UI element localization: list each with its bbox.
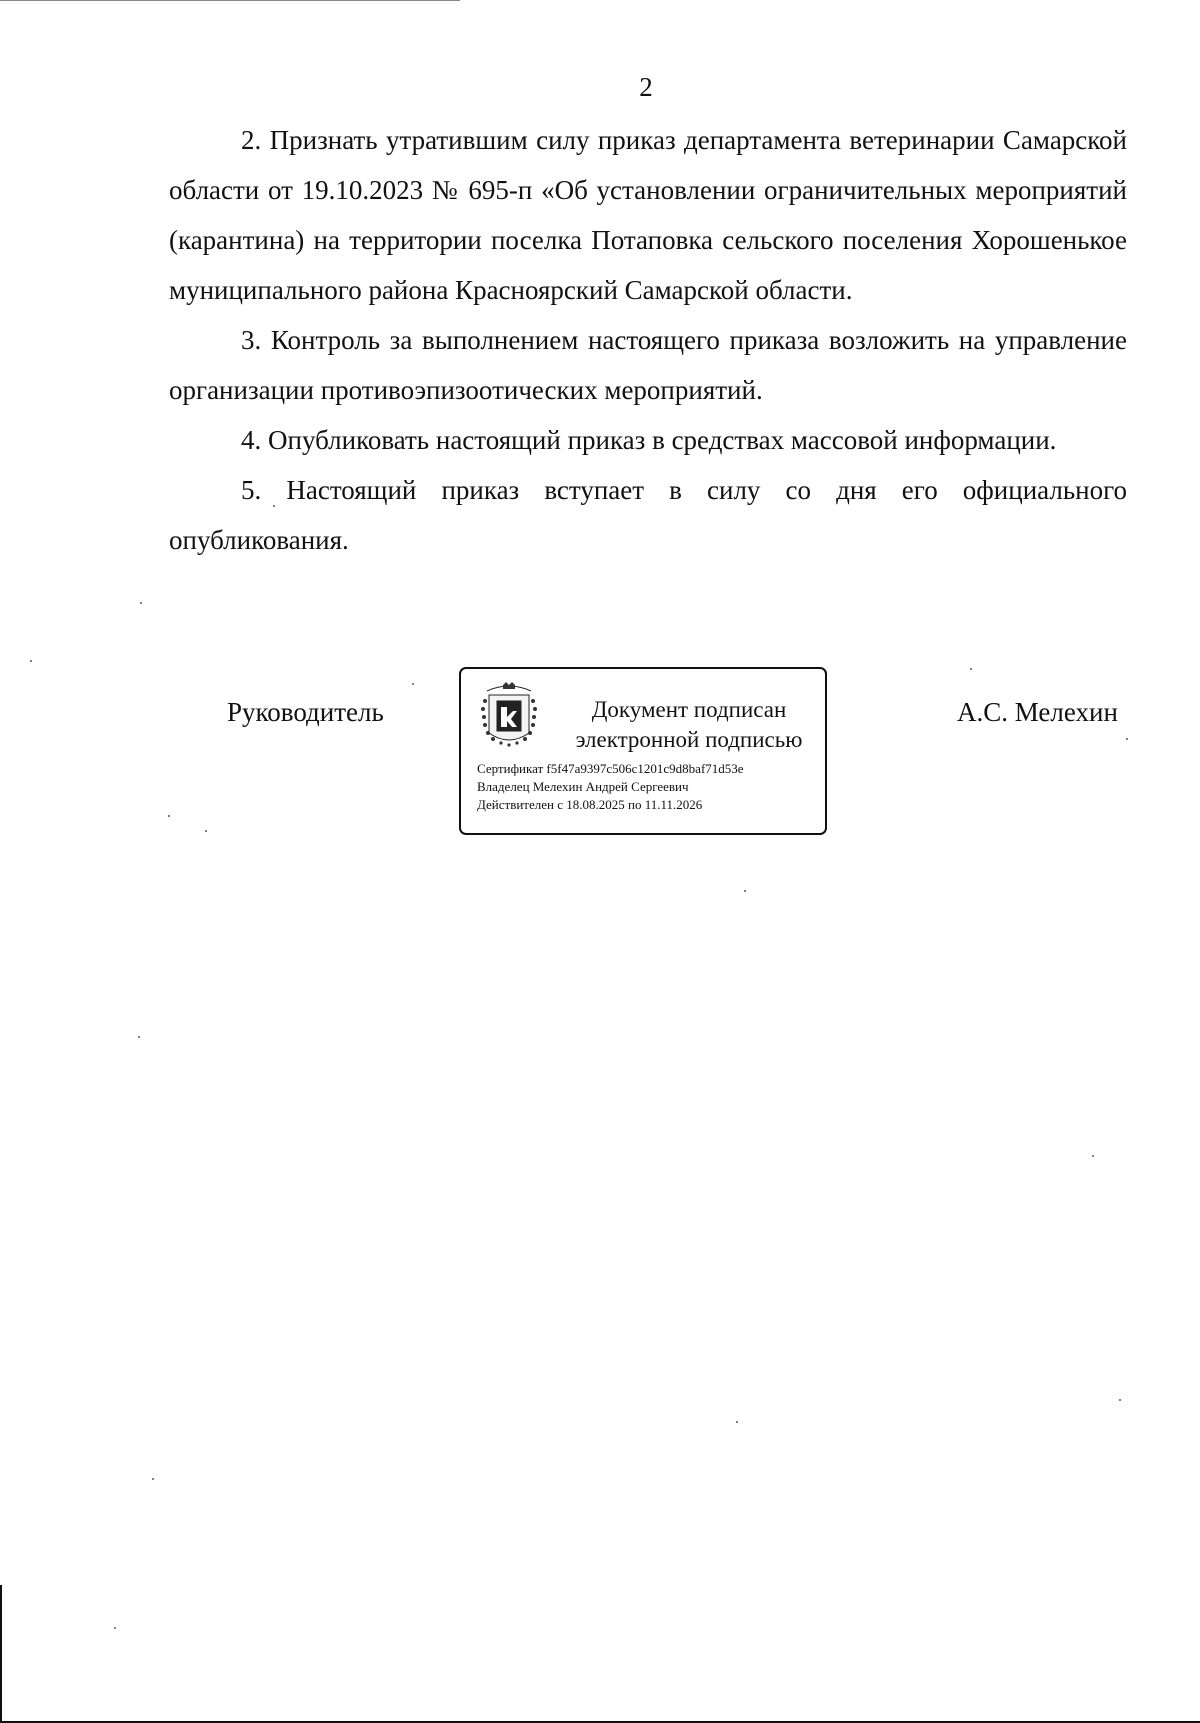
paragraph-2: 2. Признать утратившим силу приказ департамента ветеринарии Самарской области от 19.10.2023 № 695-п «Об установлении ограничительных мероприятий (карантина) на территории поселка Потаповка сельского поселения Хорошенькое муниципального района Красноярский Самарской области. <box>169 125 1127 305</box>
stamp-heading-line-2: электронной подписью <box>575 727 803 752</box>
scan-speck <box>1092 1155 1094 1157</box>
scan-speck <box>412 683 414 685</box>
paragraph-3: 3. Контроль за выполнением настоящего приказа возложить на управление организации противоэпизоотических мероприятий. <box>169 325 1127 405</box>
paragraph-5: 5. Настоящий приказ вступает в силу со дня его официального опубликования. <box>169 475 1127 555</box>
paragraph-4: 4. Опубликовать настоящий приказ в средствах массовой информации. <box>241 425 1057 455</box>
scan-speck <box>138 1036 140 1038</box>
signer-name: А.С. Мелехин <box>957 697 1118 727</box>
scan-speck <box>1126 738 1128 740</box>
stamp-certificate: Сертификат f5f47a9397c506c1201c9d8baf71d53e <box>477 761 744 776</box>
signer-position: Руководитель <box>227 697 384 727</box>
scan-speck <box>970 668 972 670</box>
stamp-details <box>477 760 744 814</box>
scan-speck <box>273 505 275 507</box>
stamp-owner: Владелец Мелехин Андрей Сергеевич <box>477 779 689 794</box>
page-number: 2 <box>639 72 653 102</box>
scan-speck <box>168 815 170 817</box>
scan-speck <box>205 830 207 832</box>
scan-speck <box>114 1627 116 1629</box>
scan-speck <box>744 890 746 892</box>
scan-speck <box>30 660 32 662</box>
electronic-signature-stamp <box>459 667 827 835</box>
scan-speck <box>1119 1399 1121 1401</box>
scan-top-edge <box>0 0 460 1</box>
stamp-heading-line-1: Документ подписан <box>591 697 787 722</box>
document-body <box>169 115 1127 565</box>
scan-speck <box>140 602 142 604</box>
scan-left-edge <box>0 1585 2 1723</box>
signature-block <box>0 667 1200 842</box>
stamp-heading <box>557 695 821 755</box>
scan-speck <box>152 1478 154 1480</box>
stamp-validity: Действителен с 18.08.2025 по 11.11.2026 <box>477 797 703 812</box>
samara-coat-of-arms-icon <box>477 681 541 749</box>
scan-speck <box>736 1421 738 1423</box>
